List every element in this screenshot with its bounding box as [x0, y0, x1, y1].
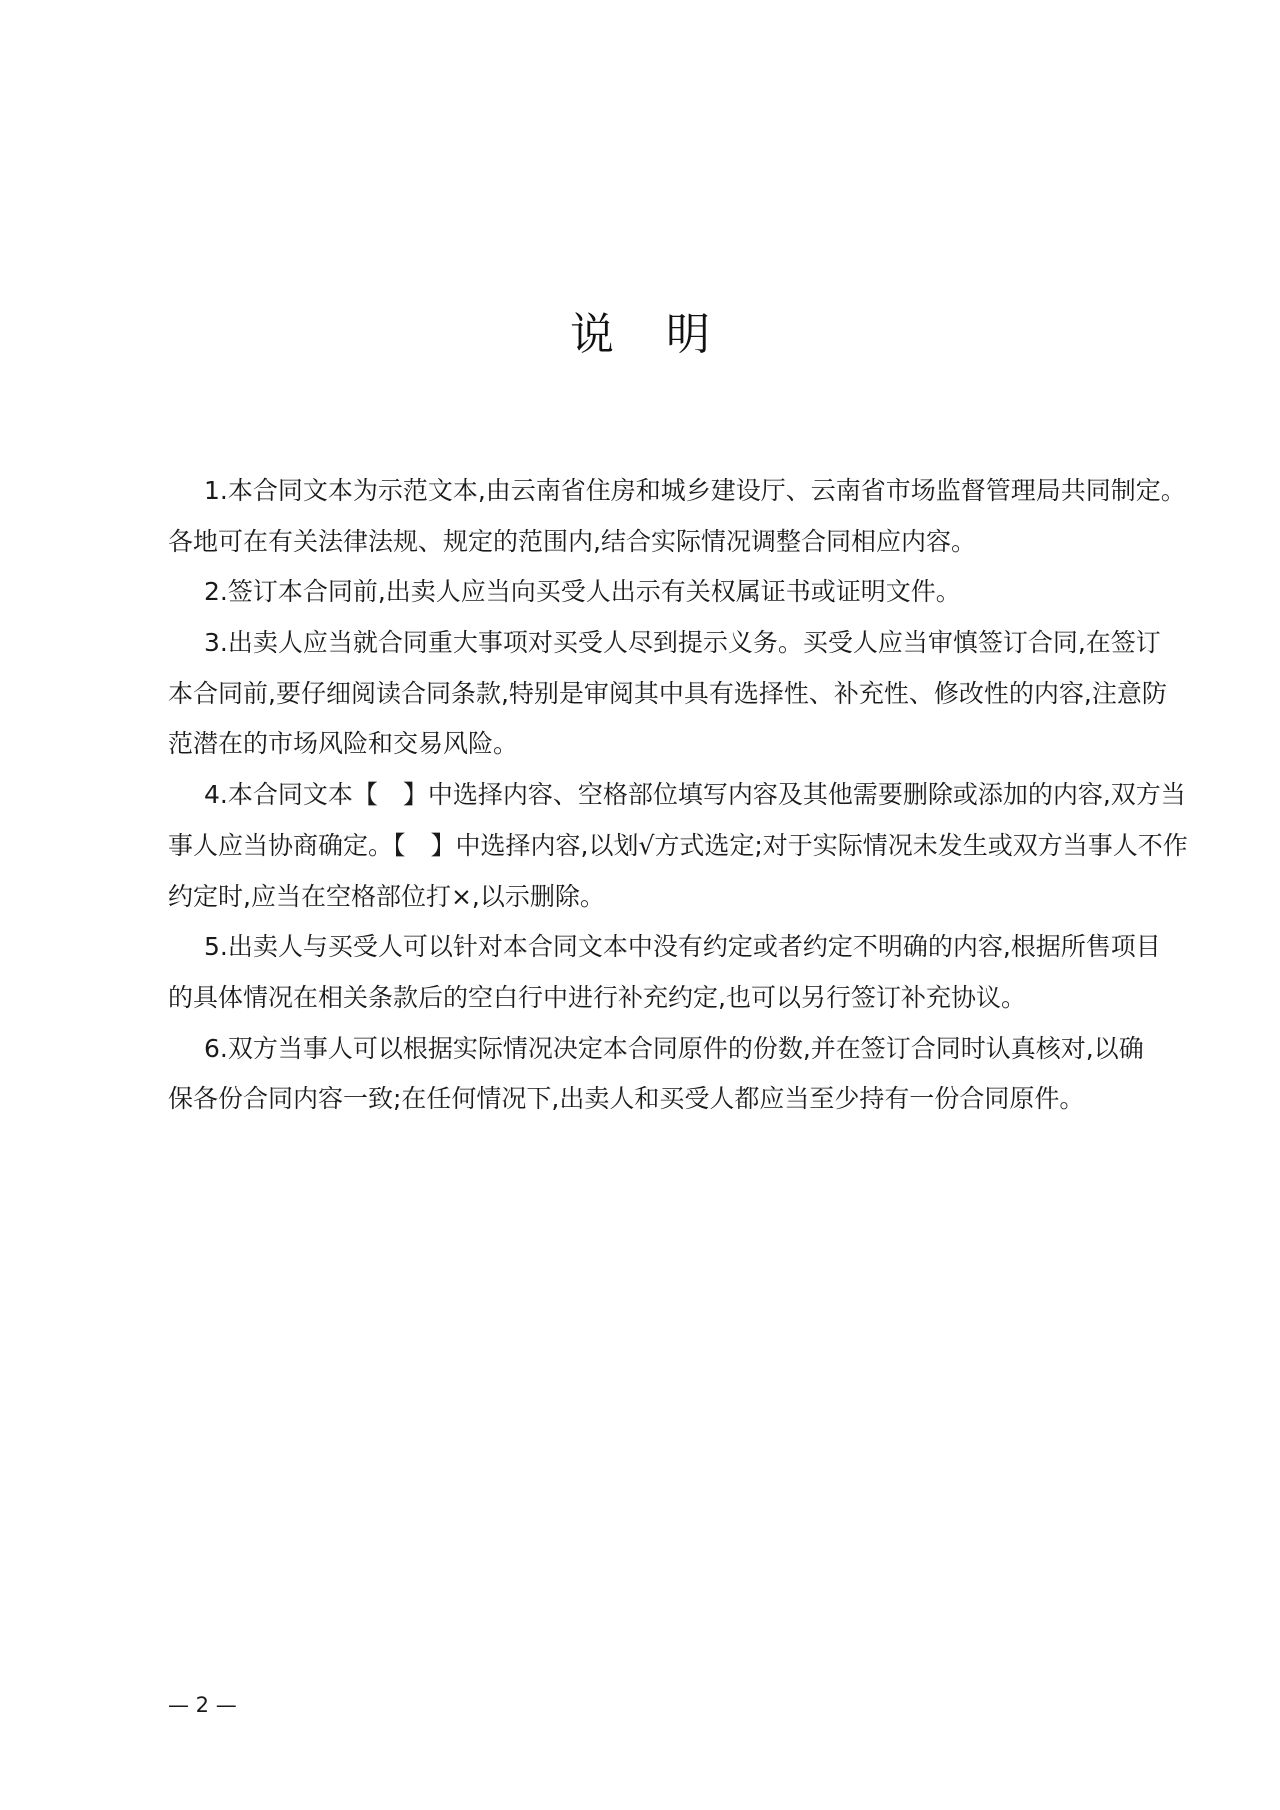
title-char-1: 说 — [570, 309, 614, 361]
paragraph-line: 3.出卖人应当就合同重大事项对买受人尽到提示义务。买受人应当审慎签订合同,在签订 — [204, 628, 1161, 658]
instructions-body — [168, 466, 1188, 1125]
paragraph-2 — [168, 567, 1128, 618]
paragraph-4 — [168, 770, 1188, 922]
paragraph-line: 各地可在有关法律法规、规定的范围内,结合实际情况调整合同相应内容。 — [168, 526, 976, 556]
paragraph-line: 事人应当协商确定。【 】中选择内容,以划√方式选定;对于实际情况未发生或双方当事人不作 — [168, 830, 1188, 860]
paragraph-line: 约定时,应当在空格部位打×,以示删除。 — [168, 881, 605, 911]
paragraph-line: 2.签订本合同前,出卖人应当向买受人出示有关权属证书或证明文件。 — [204, 577, 961, 607]
paragraph-line: 1.本合同文本为示范文本,由云南省住房和城乡建设厅、云南省市场监督管理局共同制定。 — [204, 476, 1186, 505]
page-number: — 2 — — [168, 1693, 237, 1717]
paragraph-line: 的具体情况在相关条款后的空白行中进行补充约定,也可以另行签订补充协议。 — [168, 982, 1026, 1012]
paragraph-line: 范潜在的市场风险和交易风险。 — [168, 729, 519, 759]
paragraph-line: 保各份合同内容一致;在任何情况下,出卖人和买受人都应当至少持有一份合同原件。 — [168, 1084, 1085, 1114]
title-char-2: 明 — [666, 309, 710, 361]
page-title — [0, 305, 1280, 365]
paragraph-1 — [168, 466, 1186, 567]
paragraph-5 — [168, 922, 1161, 1023]
paragraph-line: 6.双方当事人可以根据实际情况决定本合同原件的份数,并在签订合同时认真核对,以确 — [204, 1033, 1144, 1063]
paragraph-6 — [168, 1024, 1144, 1125]
paragraph-3 — [168, 618, 1167, 770]
paragraph-line: 5.出卖人与买受人可以针对本合同文本中没有约定或者约定不明确的内容,根据所售项目 — [204, 932, 1161, 962]
paragraph-line: 4.本合同文本【 】中选择内容、空格部位填写内容及其他需要删除或添加的内容,双方当 — [204, 780, 1186, 810]
paragraph-line: 本合同前,要仔细阅读合同条款,特别是审阅其中具有选择性、补充性、修改性的内容,注意防 — [168, 678, 1167, 708]
